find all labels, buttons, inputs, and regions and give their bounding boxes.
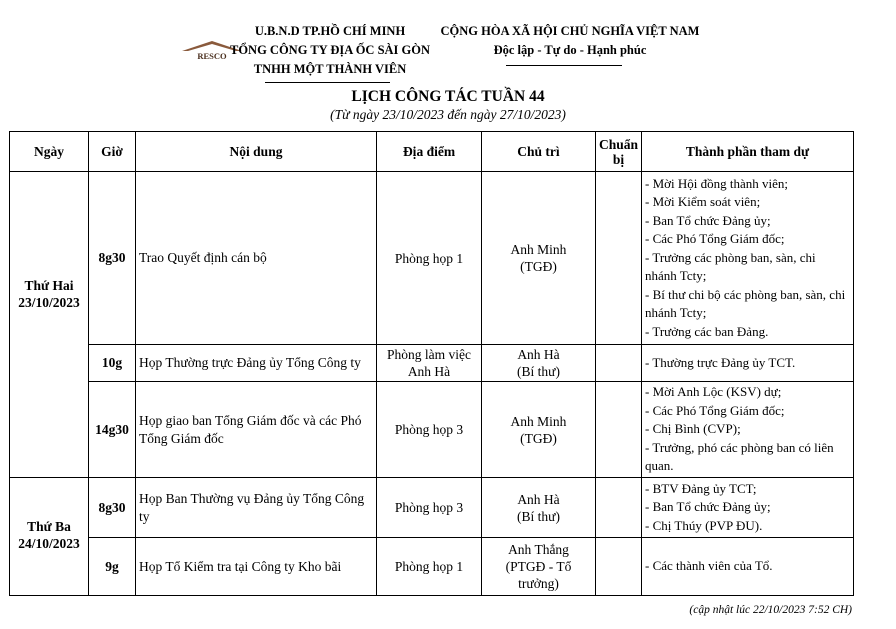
chair-cell: Anh Hà (Bí thư) [482,478,596,538]
day-cell: Thứ Hai 23/10/2023 [10,172,89,478]
attendees-cell: - Mời Hội đồng thành viên; - Mời Kiểm soát viên; - Ban Tổ chức Đảng ủy; - Các Phó Tổng Giám đốc; - Trưởng các phòng ban, sàn, chi nhánh Tcty; - Bí thư chi bộ các phòng ban, sàn, chi nhánh Tcty; - Trưởng các ban Đảng. [642,172,854,345]
content-cell: Họp Tổ Kiểm tra tại Công ty Kho bãi [136,538,377,596]
chair-cell: Anh Hà (Bí thư) [482,345,596,382]
org-line-2: TỔNG CÔNG TY ĐỊA ỐC SÀI GÒN [229,43,431,57]
table-row [10,172,854,345]
prep-cell [596,345,642,382]
chair-cell: Anh Minh (TGĐ) [482,382,596,478]
place-cell: Phòng họp 1 [377,172,482,345]
schedule-title: LỊCH CÔNG TÁC TUẦN 44 [351,88,545,105]
place-cell: Phòng làm việc Anh Hà [377,345,482,382]
time-cell: 9g [89,538,136,596]
org-line-1: U.B.N.D TP.HỒ CHÍ MINH [254,24,406,38]
nation-block [440,22,700,60]
table-row [10,538,854,596]
nation-underline [506,65,622,66]
attendees-cell: - Mời Anh Lộc (KSV) dự; - Các Phó Tổng Giám đốc; - Chị Bình (CVP); - Trưởng, phó các phòng ban có liên quan. [642,382,854,478]
time-cell: 8g30 [89,478,136,538]
chair-cell: Anh Thắng (PTGĐ - Tổ trưởng) [482,538,596,596]
prep-cell [596,172,642,345]
time-cell: 8g30 [89,172,136,345]
day-cell: Thứ Ba 24/10/2023 [10,478,89,596]
content-cell: Trao Quyết định cán bộ [136,172,377,345]
col-content: Nội dung [136,132,377,172]
place-cell: Phòng họp 3 [377,478,482,538]
col-prep: Chuẩn bị [596,132,642,172]
time-cell: 14g30 [89,382,136,478]
place-cell: Phòng họp 1 [377,538,482,596]
chair-cell: Anh Minh (TGĐ) [482,172,596,345]
attendees-cell: - BTV Đảng ủy TCT; - Ban Tổ chức Đảng ủy; - Chị Thúy (PVP ĐU). [642,478,854,538]
nation-line-1: CỘNG HÒA XÃ HỘI CHỦ NGHĨA VIỆT NAM [440,24,700,38]
table-row [10,382,854,478]
schedule-table [9,131,854,596]
schedule-subtitle: (Từ ngày 23/10/2023 đến ngày 27/10/2023) [330,107,566,122]
table-header-row [10,132,854,172]
col-place: Địa điểm [377,132,482,172]
nation-line-2: Độc lập - Tự do - Hạnh phúc [493,43,647,57]
prep-cell [596,538,642,596]
attendees-cell: - Các thành viên của Tổ. [642,538,854,596]
col-day: Ngày [10,132,89,172]
col-chair: Chủ trì [482,132,596,172]
time-cell: 10g [89,345,136,382]
table-row [10,478,854,538]
place-cell: Phòng họp 3 [377,382,482,478]
attendees-cell: - Thường trực Đảng ủy TCT. [642,345,854,382]
content-cell: Họp giao ban Tổng Giám đốc và các Phó Tổng Giám đốc [136,382,377,478]
svg-text:RESCO: RESCO [197,51,227,61]
table-row [10,345,854,382]
prep-cell [596,478,642,538]
col-time: Giờ [89,132,136,172]
update-timestamp: (cập nhật lúc 22/10/2023 7:52 CH) [689,604,852,616]
org-block [205,22,455,79]
content-cell: Họp Thường trực Đảng ủy Tổng Công ty [136,345,377,382]
org-underline [265,82,390,83]
org-line-3: TNHH MỘT THÀNH VIÊN [253,62,407,76]
prep-cell [596,382,642,478]
col-attendees: Thành phần tham dự [642,132,854,172]
content-cell: Họp Ban Thường vụ Đảng ủy Tổng Công ty [136,478,377,538]
